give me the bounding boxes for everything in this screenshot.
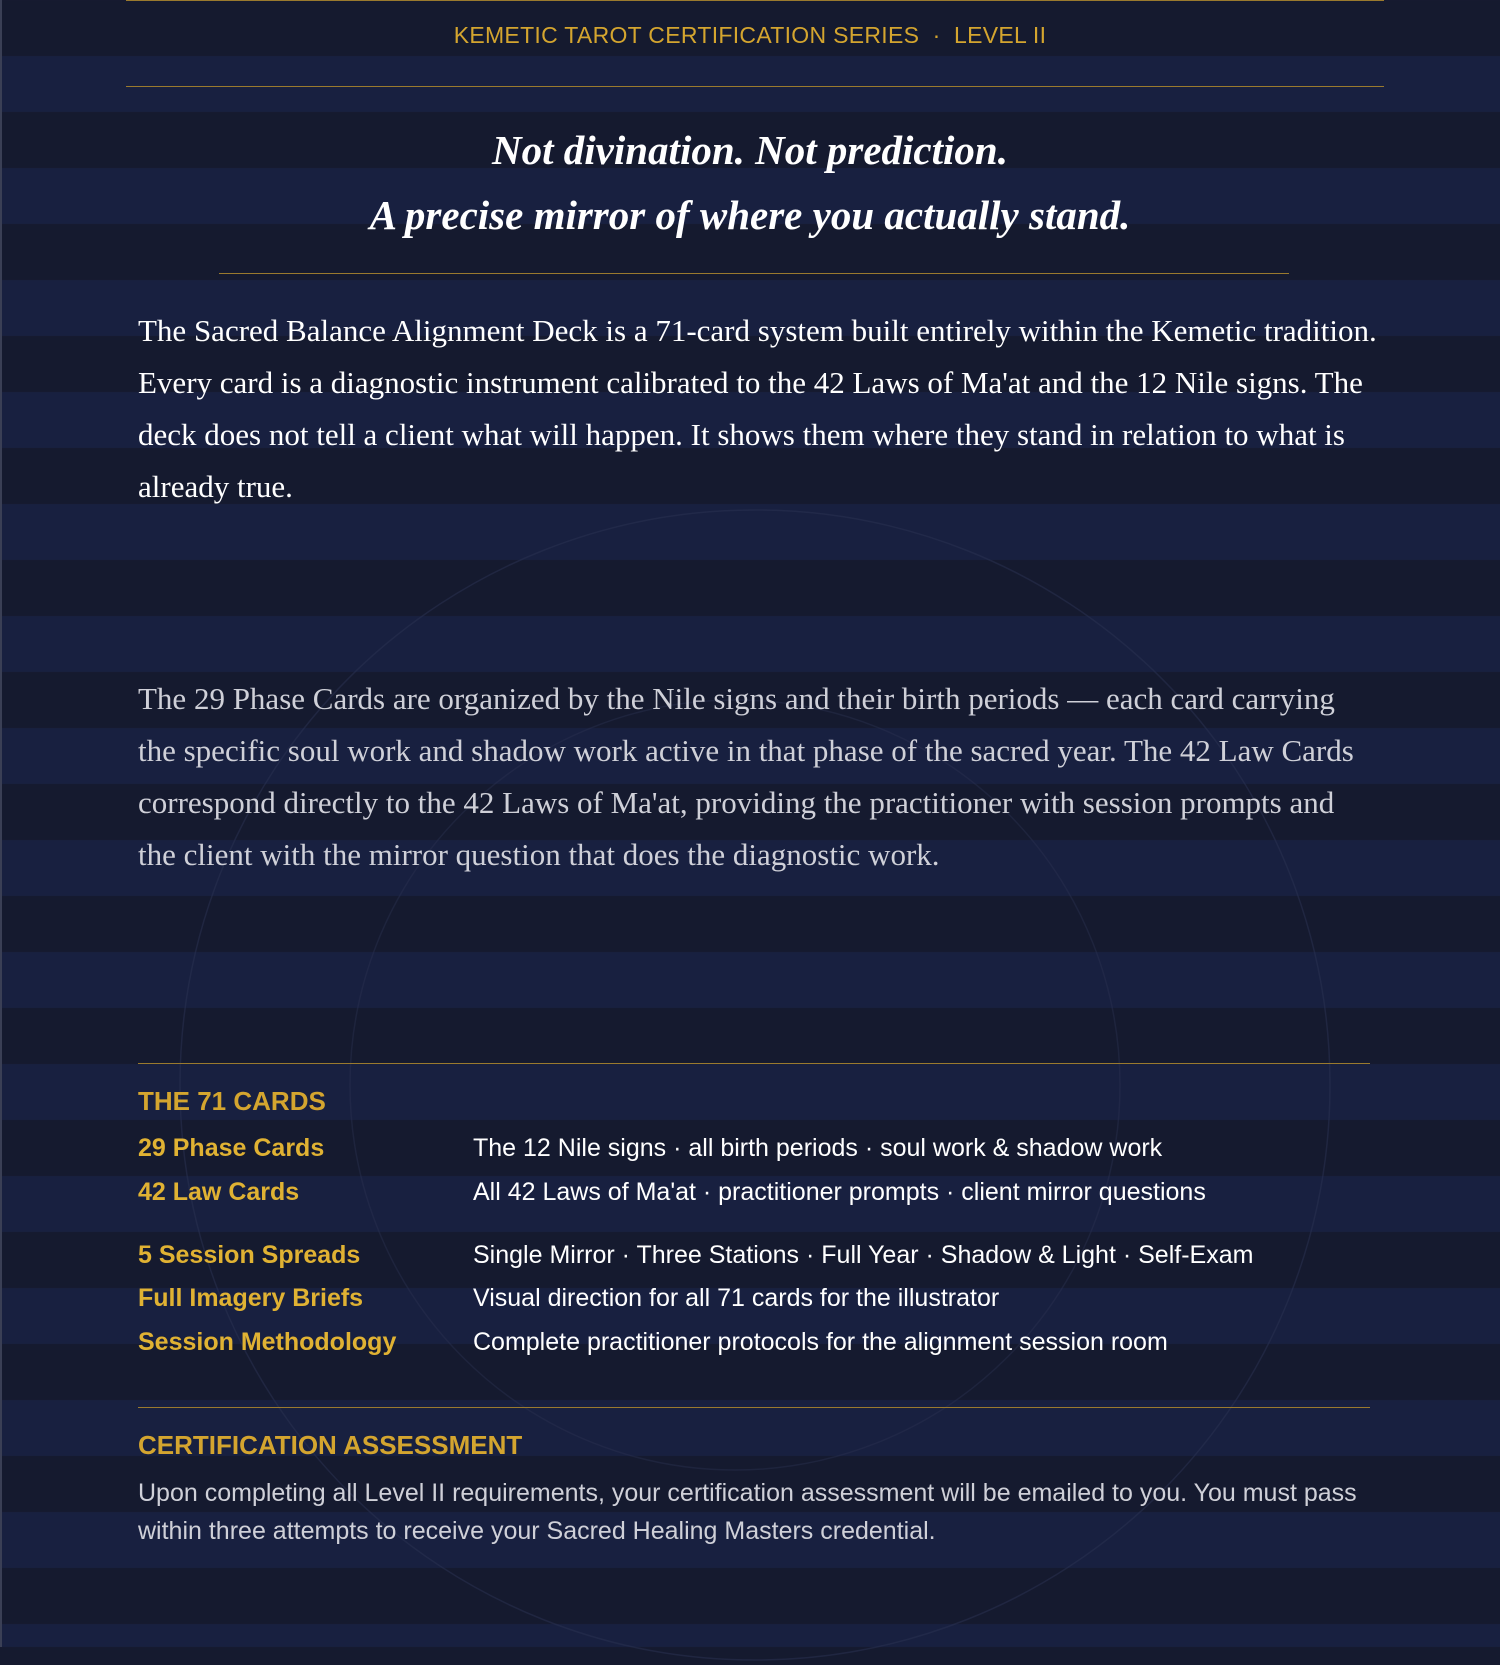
card-row bbox=[138, 1237, 1378, 1273]
tagline-rule bbox=[219, 273, 1289, 274]
tagline-line-2: A precise mirror of where you actually stand. bbox=[369, 192, 1131, 238]
card-row-value: Visual direction for all 71 cards for the illustrator bbox=[473, 1284, 1000, 1312]
card-row-value: Single Mirror · Three Stations · Full Year · Shadow & Light · Self-Exam bbox=[473, 1241, 1254, 1269]
assessment-title: CERTIFICATION ASSESSMENT bbox=[138, 1430, 523, 1460]
card-row-label: Full Imagery Briefs bbox=[138, 1284, 364, 1312]
cards-section-title: THE 71 CARDS bbox=[138, 1086, 326, 1116]
assessment-body: Upon completing all Level II requirements, your certification assessment will be emailed to you. You must pass within three attempts to receive your Sacred Healing Masters credential. bbox=[138, 1479, 1357, 1545]
card-row bbox=[138, 1280, 1378, 1316]
series-label: KEMETIC TAROT CERTIFICATION SERIES · LEVEL II bbox=[453, 22, 1047, 48]
tagline bbox=[0, 118, 1500, 248]
intro-paragraph: The Sacred Balance Alignment Deck is a 71-card system built entirely within the Kemetic tradition. Every card is a diagnostic instrument calibrated to the 42 Laws of Ma'at and the 12 Nile signs. The deck does not tell a client what will happen. It shows them where they stand in relation to what is already true. bbox=[138, 313, 1377, 504]
tagline-line-1: Not divination. Not prediction. bbox=[492, 127, 1008, 173]
card-row-value: The 12 Nile signs · all birth periods · soul work & shadow work bbox=[473, 1134, 1163, 1162]
assessment-rule bbox=[138, 1407, 1370, 1408]
card-row bbox=[138, 1324, 1378, 1360]
card-row-value: Complete practitioner protocols for the alignment session room bbox=[473, 1328, 1168, 1356]
card-row-value: All 42 Laws of Ma'at · practitioner prompts · client mirror questions bbox=[473, 1178, 1206, 1206]
card-row-label: 42 Law Cards bbox=[138, 1178, 300, 1206]
cards-rule bbox=[138, 1063, 1370, 1064]
header-rule bbox=[126, 86, 1384, 87]
card-row bbox=[138, 1130, 1378, 1166]
phase-paragraph: The 29 Phase Cards are organized by the Nile signs and their birth periods — each card carrying the specific soul work and shadow work active in that phase of the sacred year. The 42 Law Cards correspond directly to the 42 Laws of Ma'at, providing the practitioner with session prompts and the client with the mirror question that does the diagnostic work. bbox=[138, 681, 1354, 872]
top-rule bbox=[126, 0, 1384, 1]
card-row-label: 29 Phase Cards bbox=[138, 1134, 325, 1162]
card-row-label: Session Methodology bbox=[138, 1328, 397, 1356]
card-row bbox=[138, 1174, 1378, 1210]
card-row-label: 5 Session Spreads bbox=[138, 1241, 361, 1269]
